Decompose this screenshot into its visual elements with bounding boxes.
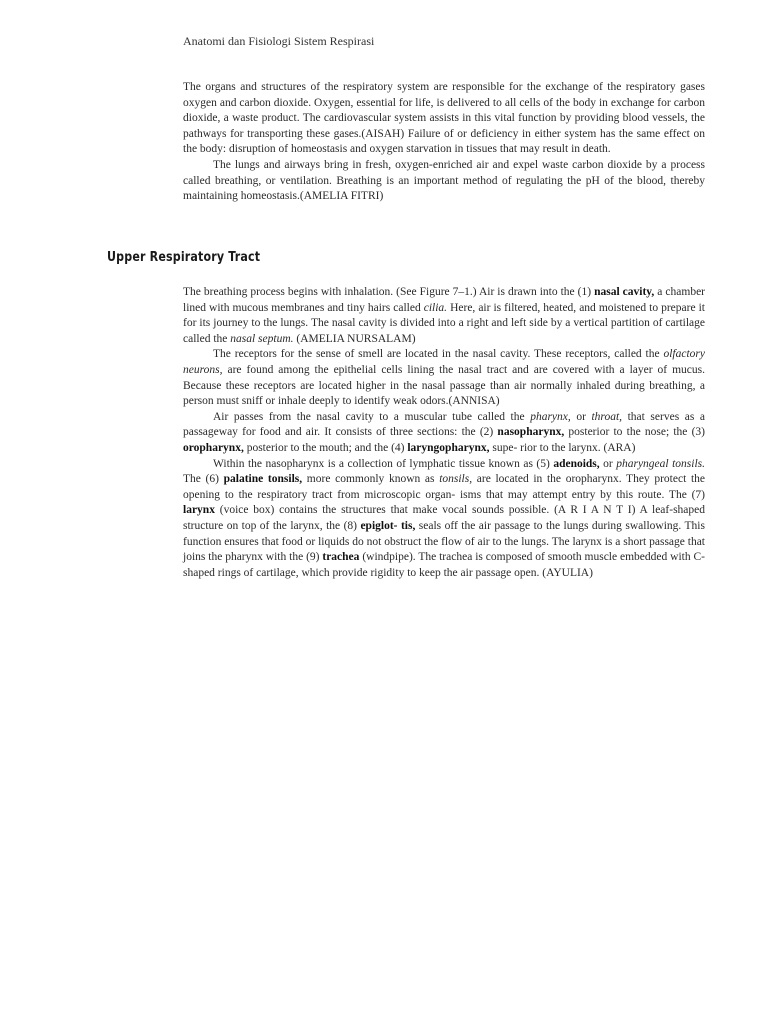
term-larynx: larynx [183, 504, 215, 517]
text-run: Within the nasopharynx is a collection of lymphatic tissue known as (5) [213, 457, 554, 470]
term-throat: throat, [591, 410, 623, 423]
term-cilia: cilia. [423, 301, 448, 314]
text-run: The (6) [183, 473, 224, 486]
running-header: Anatomi dan Fisiologi Sistem Respirasi [183, 34, 375, 48]
term-nasopharynx: nasopharynx, [497, 426, 565, 439]
body-paragraph-1 [183, 285, 705, 347]
body-paragraph-3 [183, 410, 705, 457]
upper-respiratory-body [183, 285, 705, 581]
term-palatine-tonsils: palatine tonsils, [223, 473, 303, 486]
intro-paragraph-1: The organs and structures of the respiratory system are responsible for the exchange of the respiratory gases oxygen and carbon dioxide. Oxygen, essential for life, is delivered to all cells of the body in exchange for carbon dioxide, a waste product. The cardiovascular system assists in this vital function by providing blood vessels, the pathways for transporting these gases.(AISAH) Failure of or deficiency in either system has the same effect on the body: disruption of homeostasis and oxygen starvation in tissues that may result in death. [183, 81, 705, 156]
text-run: or [570, 410, 592, 423]
intro-section [183, 80, 705, 205]
intro-paragraph-2: The lungs and airways bring in fresh, oxygen-enriched air and expel waste carbon dioxide by a process called breathing, or ventilation. Breathing is an important method of regulating the pH of the blood, thereby maintaining homeostasis.(AMELIA FITRI) [183, 158, 705, 203]
term-nasal-septum: nasal septum. [230, 332, 294, 345]
section-heading: Upper Respiratory Tract [107, 249, 261, 265]
text-run: The breathing process begins with inhalation. (See Figure 7–1.) Air is drawn into the (1) [183, 286, 595, 298]
text-run: a chamber lined with mucous membranes and tiny hairs called [183, 286, 706, 314]
text-run: Here, air is filtered, heated, and moistened to prepare it for its journey to the lungs. The nasal cavity is divided into a right and left side by a vertical partition of cartilage called the [183, 301, 705, 345]
text-run: are found among the epithelial cells lining the nasal tract and are covered with a layer of mucus. Because these receptors are located higher in the nasal passage than air normally inhaled during breathing, a person must sniff or inhale deeply to identify weak odors.(ANNISA) [183, 363, 705, 408]
text-run: or [599, 457, 617, 470]
text-run: (AMELIA NURSALAM) [293, 332, 416, 345]
term-trachea: trachea [322, 551, 360, 564]
text-run: The receptors for the sense of smell are located in the nasal cavity. These receptors, called the [213, 348, 664, 361]
term-oropharynx: oropharynx, [183, 441, 244, 454]
text-run: supe- rior to the larynx. (ARA) [489, 441, 636, 454]
text-run: posterior to the mouth; and the (4) [243, 441, 408, 454]
text-run: seals off the air passage to the lungs during swallowing. This function ensures that food or liquids do not obstruct the flow of air to the lungs. The larynx is a short passage that joins the pharynx with the (9) [183, 519, 705, 564]
term-olfactory-neurons: olfactory neurons, [183, 348, 705, 376]
body-paragraph-2 [183, 347, 705, 409]
term-laryngopharynx: laryngopharynx, [407, 441, 490, 454]
body-paragraph-4 [183, 457, 705, 582]
term-pharyngeal-tonsils: pharyngeal tonsils. [616, 457, 705, 470]
text-run: that serves as a passageway for food and air. It consists of three sections: the (2) [183, 410, 705, 439]
text-run: (voice box) contains the structures that make vocal sounds possible. (A R I A N T I) A leaf-shaped structure on top of the larynx, the (8) [183, 504, 705, 532]
term-adenoids: adenoids, [553, 457, 600, 470]
term-tonsils: tonsils, [439, 473, 473, 486]
term-epiglottis: epiglot- tis, [360, 519, 416, 532]
term-pharynx: pharynx, [530, 410, 571, 423]
text-run: more commonly known as [302, 473, 440, 486]
text-run: posterior to the nose; the (3) [564, 426, 705, 439]
text-run: Air passes from the nasal cavity to a muscular tube called the [213, 410, 531, 423]
text-run: are located in the oropharynx. They protect the opening to the respiratory tract from microscopic organ- isms that may attempt entry by this route. The (7) [183, 473, 705, 501]
text-run: (windpipe). The trachea is composed of smooth muscle embedded with C-shaped rings of cartilage, which provide rigidity to keep the air passage open. (AYULIA) [183, 551, 705, 579]
term-nasal-cavity: nasal cavity, [594, 286, 655, 298]
